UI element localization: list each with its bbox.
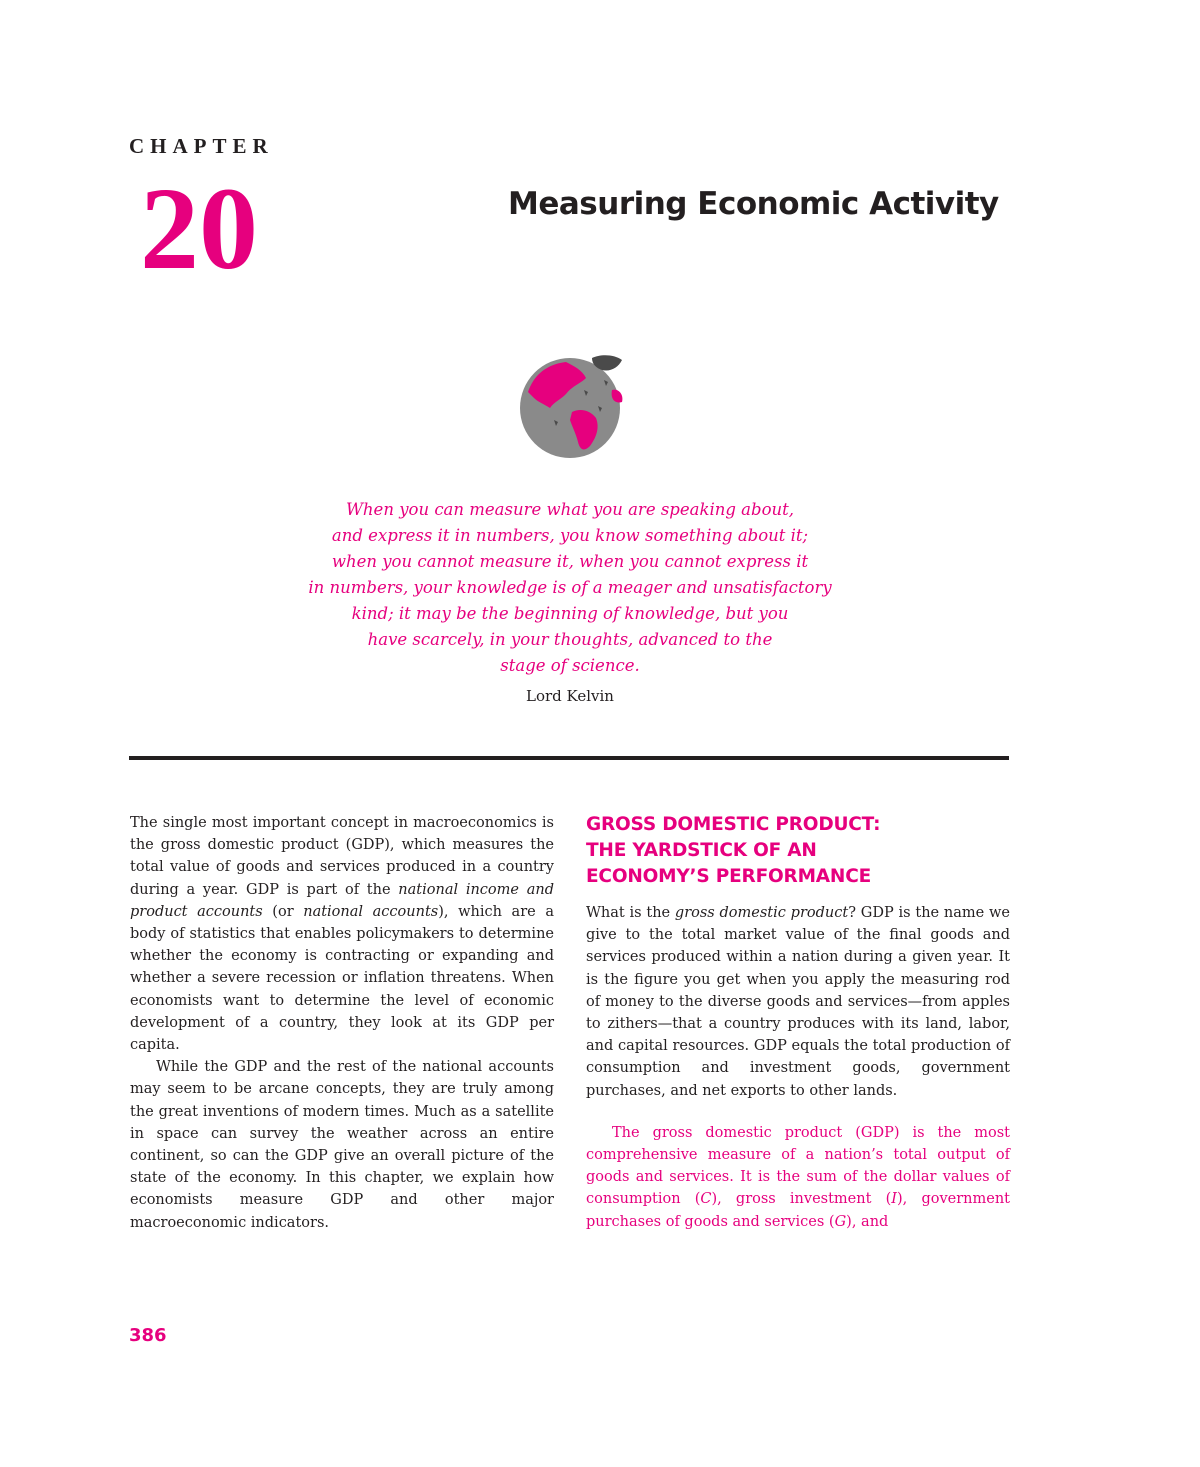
quote-line: and express it in numbers, you know something about it; bbox=[331, 526, 809, 545]
italic-symbol: I bbox=[891, 1191, 897, 1208]
chapter-number: 20 bbox=[140, 163, 258, 294]
quote-line: stage of science. bbox=[500, 656, 640, 675]
body-paragraph bbox=[586, 902, 1010, 1102]
quote-line: when you cannot measure it, when you cannot express it bbox=[331, 552, 809, 571]
text-run: ), gross investment ( bbox=[711, 1191, 892, 1208]
heading-line: ECONOMY’S PERFORMANCE bbox=[586, 866, 872, 887]
heading-line: THE YARDSTICK OF AN bbox=[586, 840, 817, 861]
heading-line: GROSS DOMESTIC PRODUCT: bbox=[586, 814, 881, 835]
text-run: ? GDP is the name we give to the total market value of the final goods and services produced within a nation during a given year. It is the figure you get when you apply the measuring rod of money to the diverse goods and services—from apples to zithers—that a country produces with its land, labor, and capital resources. GDP equals the total production of consumption and investment goods, government purchases, and net exports to other lands. bbox=[586, 905, 1010, 1099]
text-run: (or bbox=[262, 903, 304, 920]
body-paragraph: While the GDP and the rest of the national accounts may seem to be arcane concepts, they are truly among the great inventions of modern times. Much as a satellite in space can survey the weather across an entire continent, so can the GDP give an overall picture of the state of the economy. In this chapter, we explain how economists measure GDP and other major macroeconomic indicators. bbox=[130, 1059, 554, 1231]
globe-icon bbox=[514, 350, 634, 460]
section-divider bbox=[129, 756, 1009, 760]
quote-attribution: Lord Kelvin bbox=[526, 687, 614, 705]
page-number: 386 bbox=[129, 1325, 167, 1346]
italic-symbol: C bbox=[700, 1191, 712, 1208]
epigraph bbox=[260, 497, 880, 705]
definition-paragraph bbox=[586, 1122, 1010, 1233]
italic-term: national income and product accounts bbox=[130, 881, 554, 920]
text-run: The single most important concept in macroeconomics is the gross domestic product (GDP), which measures the total value of goods and services produced in a country during a year. GDP is part of the bbox=[130, 815, 554, 898]
quote-line: kind; it may be the beginning of knowledge, but you bbox=[351, 604, 789, 623]
text-run: ), which are a body of statistics that enables policymakers to determine whether the economy is contracting or expanding and whether a severe recession or inflation threatens. When economists want to determine the level of economic development of a country, they look at its GDP per capita. bbox=[130, 903, 554, 1054]
left-column bbox=[130, 812, 554, 1234]
section-heading bbox=[586, 812, 1010, 890]
chapter-title: Measuring Economic Activity bbox=[508, 186, 999, 222]
quote-line: have scarcely, in your thoughts, advanced to the bbox=[367, 630, 773, 649]
chapter-label: CHAPTER bbox=[129, 134, 274, 158]
intro-paragraph bbox=[130, 812, 554, 1056]
italic-symbol: G bbox=[834, 1213, 847, 1230]
text-run: The gross domestic product (GDP) is the most comprehensive measure of a nation’s total output of goods and services. It is the sum of the dollar values of consumption ( bbox=[586, 1124, 1010, 1208]
italic-term: national accounts bbox=[303, 903, 439, 920]
quote-line: in numbers, your knowledge is of a meager and unsatisfactory bbox=[308, 578, 832, 597]
text-run: What is the bbox=[586, 905, 675, 921]
text-run: ), government purchases of goods and services ( bbox=[586, 1191, 1010, 1230]
right-column bbox=[586, 812, 1010, 1233]
italic-term: gross domestic product bbox=[674, 905, 849, 921]
text-run: ), and bbox=[846, 1213, 889, 1230]
quote-line: When you can measure what you are speaking about, bbox=[345, 500, 795, 519]
